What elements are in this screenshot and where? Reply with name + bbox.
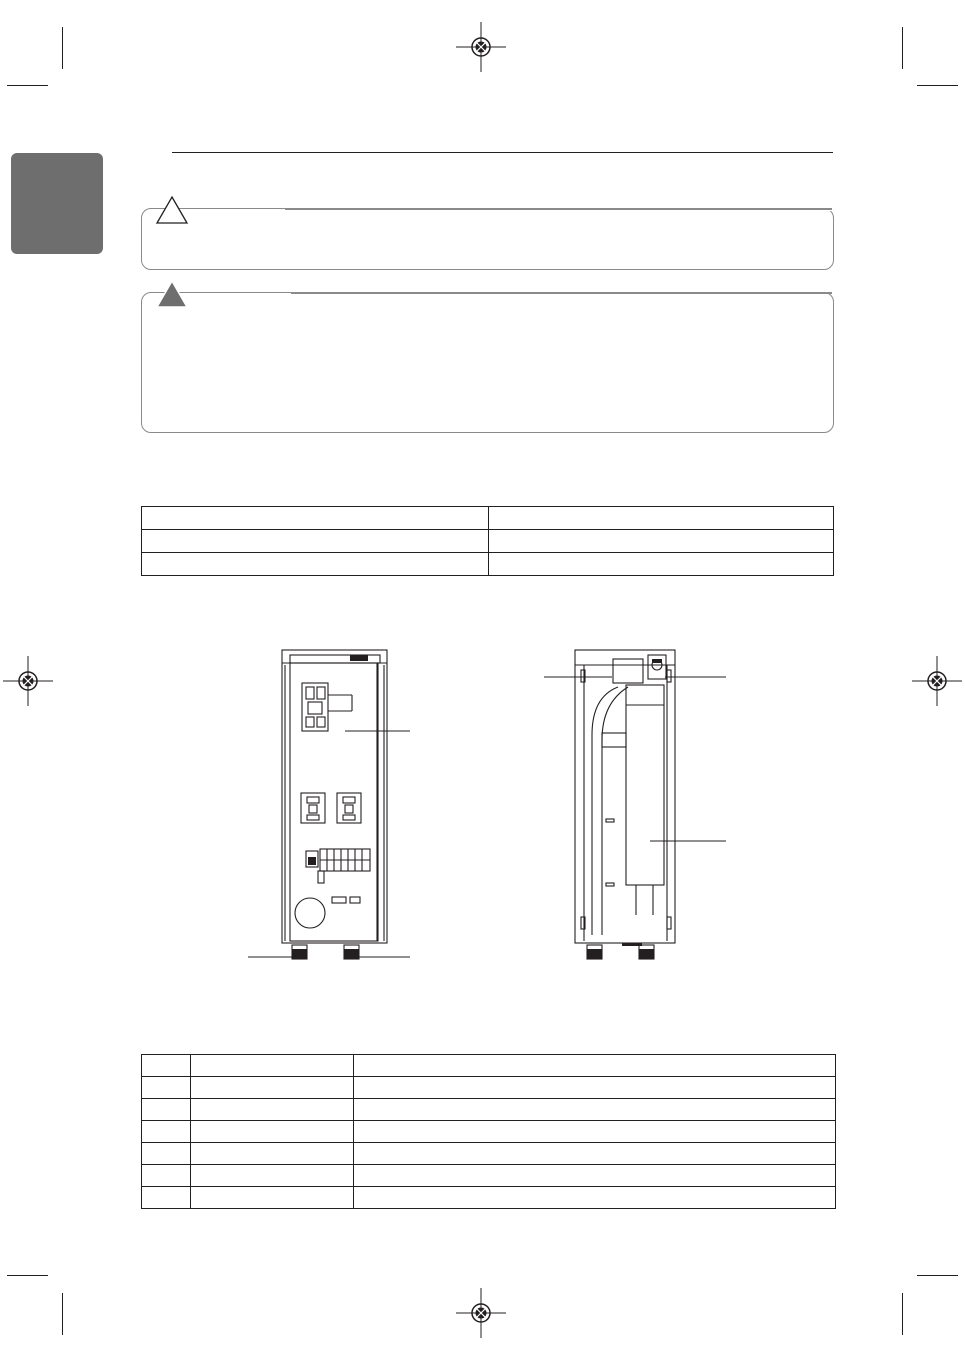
caution-notice-heading-rule xyxy=(285,208,832,210)
table-cell xyxy=(142,1143,191,1165)
unit-front-diagram xyxy=(240,645,420,965)
warning-triangle-filled-icon xyxy=(155,279,189,309)
table-cell xyxy=(142,553,489,576)
registration-crosshair-icon xyxy=(912,656,962,706)
table-cell xyxy=(354,1121,836,1143)
table-row xyxy=(142,507,834,530)
section-header-rule xyxy=(172,152,833,153)
table-cell xyxy=(142,1165,191,1187)
table-cell xyxy=(354,1165,836,1187)
table-row xyxy=(142,553,834,576)
table-cell xyxy=(354,1055,836,1077)
table-cell xyxy=(191,1055,354,1077)
table-cell xyxy=(489,507,834,530)
table-cell xyxy=(142,1055,191,1077)
table-cell xyxy=(142,507,489,530)
table-cell xyxy=(489,530,834,553)
table-cell xyxy=(142,1077,191,1099)
table-cell xyxy=(354,1143,836,1165)
table-cell xyxy=(142,1187,191,1209)
table-row xyxy=(142,1187,836,1209)
table-cell xyxy=(191,1143,354,1165)
table-row xyxy=(142,1077,836,1099)
table-row xyxy=(142,530,834,553)
table-row xyxy=(142,1165,836,1187)
table-cell xyxy=(191,1099,354,1121)
unit-interior-diagram xyxy=(540,645,730,965)
crop-mark-top-left-vertical xyxy=(62,27,63,69)
table-row xyxy=(142,1099,836,1121)
crop-mark-top-right-vertical xyxy=(902,27,903,69)
table-row xyxy=(142,1055,836,1077)
language-side-tab xyxy=(11,153,103,254)
table-row xyxy=(142,1143,836,1165)
caution-notice-box xyxy=(141,208,834,270)
crop-mark-bottom-right-vertical xyxy=(902,1293,903,1335)
table-cell xyxy=(142,1121,191,1143)
table-cell xyxy=(489,553,834,576)
crop-mark-bottom-left-horizontal xyxy=(7,1275,48,1276)
table-cell xyxy=(191,1187,354,1209)
spec-table xyxy=(141,506,834,576)
crop-mark-bottom-left-vertical xyxy=(62,1293,63,1335)
registration-crosshair-icon xyxy=(456,22,506,72)
crop-mark-bottom-right-horizontal xyxy=(917,1275,958,1276)
table-cell xyxy=(354,1187,836,1209)
crop-mark-top-left-horizontal xyxy=(7,85,48,86)
table-cell xyxy=(191,1121,354,1143)
table-cell xyxy=(354,1099,836,1121)
table-cell xyxy=(191,1077,354,1099)
table-cell xyxy=(142,530,489,553)
registration-crosshair-icon xyxy=(3,656,53,706)
warning-notice-box xyxy=(141,292,834,433)
caution-triangle-outline-icon xyxy=(155,195,189,225)
crop-mark-top-right-horizontal xyxy=(917,85,958,86)
warning-notice-heading-rule xyxy=(291,292,832,294)
registration-crosshair-icon xyxy=(456,1288,506,1338)
table-cell xyxy=(354,1077,836,1099)
parts-table xyxy=(141,1054,836,1209)
table-row xyxy=(142,1121,836,1143)
table-cell xyxy=(191,1165,354,1187)
table-cell xyxy=(142,1099,191,1121)
